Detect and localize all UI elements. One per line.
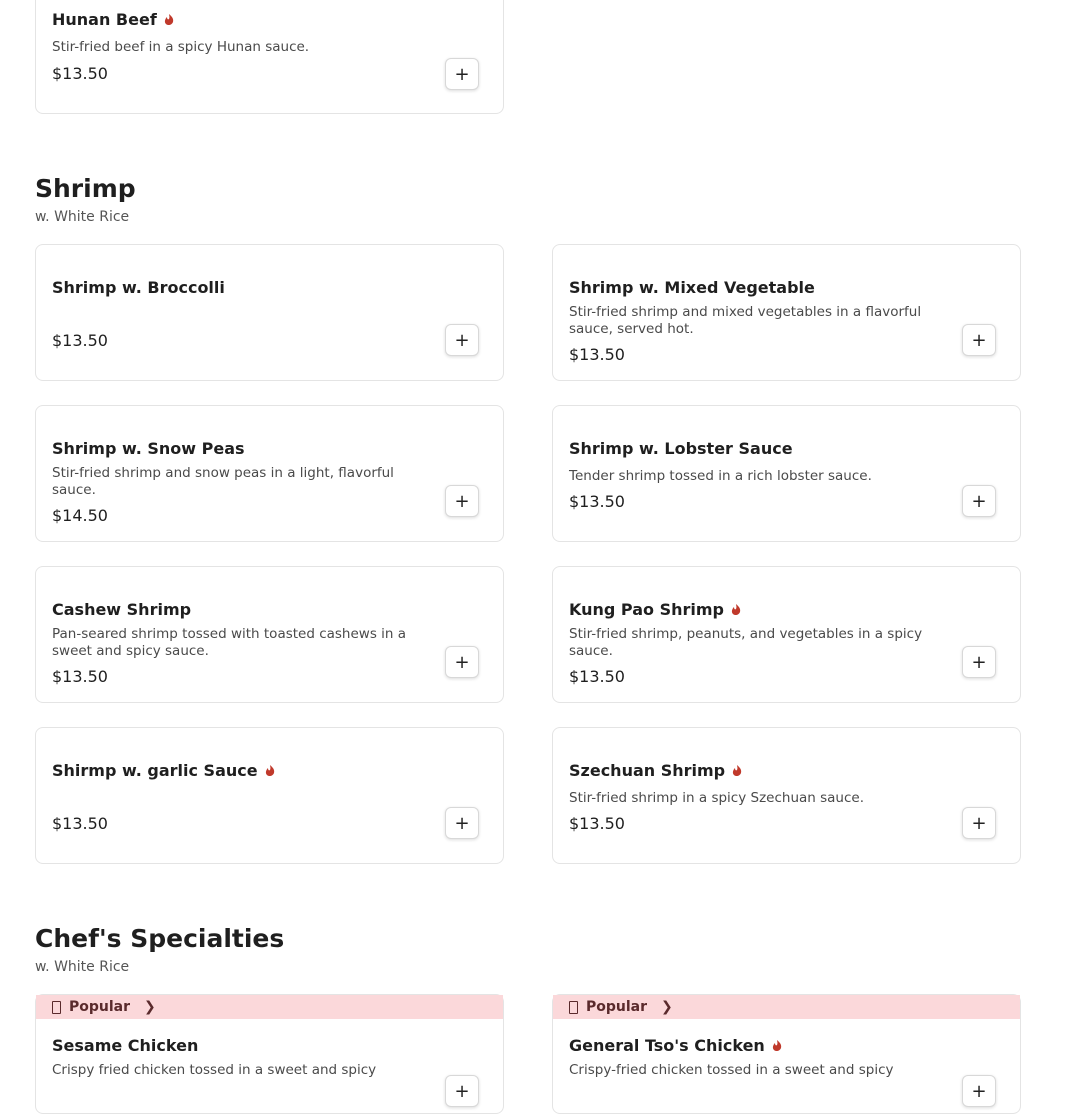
item-name-text: Hunan Beef xyxy=(52,10,157,29)
item-name-text: Shrimp w. Mixed Vegetable xyxy=(569,278,815,297)
item-price: $13.50 xyxy=(569,814,625,833)
item-description: Crispy-fried chicken tossed in a sweet and spicy xyxy=(569,1062,894,1078)
popular-label: Popular xyxy=(69,999,131,1015)
item-name xyxy=(52,600,191,619)
section-subtitle-chefs-specialties: w. White Rice xyxy=(35,959,130,975)
item-name-text: Shrimp w. Broccolli xyxy=(52,278,225,297)
item-name-text: Kung Pao Shrimp xyxy=(569,600,724,619)
add-to-cart-button[interactable]: + xyxy=(962,324,996,356)
item-description: Stir-fried beef in a spicy Hunan sauce. xyxy=(52,39,310,55)
item-description: Tender shrimp tossed in a rich lobster sauce. xyxy=(569,468,872,484)
item-description: Pan-seared shrimp tossed with toasted cashews in a sweet and spicy sauce. xyxy=(52,626,407,659)
menu-item-card[interactable] xyxy=(35,244,504,381)
item-name-text: Shrimp w. Snow Peas xyxy=(52,439,245,458)
chili-pepper-icon xyxy=(771,1039,783,1053)
chevron-right-icon: ❯ xyxy=(144,999,156,1015)
section-subtitle-shrimp: w. White Rice xyxy=(35,209,130,225)
popular-label: Popular xyxy=(586,999,648,1015)
item-price: $13.50 xyxy=(52,667,108,686)
add-to-cart-button[interactable]: + xyxy=(445,485,479,517)
item-description: Stir-fried shrimp and snow peas in a light, flavorful sauce. xyxy=(52,465,394,498)
popular-banner[interactable] xyxy=(36,995,503,1019)
menu-item-card[interactable] xyxy=(552,405,1021,542)
item-description: Stir-fried shrimp and mixed vegetables in a flavorful sauce, served hot. xyxy=(569,304,922,337)
item-name xyxy=(52,761,276,780)
menu-item-card[interactable] xyxy=(552,994,1021,1114)
add-to-cart-button[interactable]: + xyxy=(445,1075,479,1107)
item-description: Stir-fried shrimp, peanuts, and vegetables in a spicy sauce. xyxy=(569,626,923,659)
item-name-text: Shirmp w. garlic Sauce xyxy=(52,761,258,780)
add-to-cart-button[interactable]: + xyxy=(445,324,479,356)
menu-item-card[interactable] xyxy=(35,727,504,864)
item-name xyxy=(569,600,742,619)
item-description: Stir-fried shrimp in a spicy Szechuan sauce. xyxy=(569,790,865,806)
menu-item-card[interactable] xyxy=(552,566,1021,703)
item-price: $13.50 xyxy=(52,64,108,83)
item-price: $13.50 xyxy=(569,667,625,686)
item-price: $13.50 xyxy=(52,331,108,350)
add-to-cart-button[interactable]: + xyxy=(962,485,996,517)
add-to-cart-button[interactable]: + xyxy=(962,807,996,839)
menu-item-card[interactable] xyxy=(552,727,1021,864)
add-to-cart-button[interactable]: + xyxy=(445,646,479,678)
menu-item-card[interactable] xyxy=(35,994,504,1114)
popular-icon xyxy=(569,1001,578,1014)
chili-pepper-icon xyxy=(163,13,175,27)
item-price: $13.50 xyxy=(52,814,108,833)
item-name-text: Shrimp w. Lobster Sauce xyxy=(569,439,793,458)
item-name xyxy=(52,439,245,458)
chili-pepper-icon xyxy=(264,764,276,778)
item-price: $13.50 xyxy=(569,345,625,364)
section-title-chefs-specialties: Chef's Specialties xyxy=(35,924,285,953)
item-name xyxy=(569,278,815,297)
menu-item-card[interactable] xyxy=(35,0,504,114)
item-name-text: Sesame Chicken xyxy=(52,1036,199,1055)
popular-icon xyxy=(52,1001,61,1014)
item-name xyxy=(52,278,225,297)
popular-banner[interactable] xyxy=(553,995,1020,1019)
chevron-right-icon: ❯ xyxy=(661,999,673,1015)
chili-pepper-icon xyxy=(730,603,742,617)
add-to-cart-button[interactable]: + xyxy=(962,1075,996,1107)
item-name xyxy=(52,10,175,29)
add-to-cart-button[interactable]: + xyxy=(445,807,479,839)
item-name-text: Szechuan Shrimp xyxy=(569,761,726,780)
item-name-text: Cashew Shrimp xyxy=(52,600,192,619)
item-description: Crispy fried chicken tossed in a sweet and spicy xyxy=(52,1062,377,1078)
item-name xyxy=(52,1036,198,1055)
item-name xyxy=(569,1036,783,1055)
menu-item-card[interactable] xyxy=(35,405,504,542)
item-name xyxy=(569,439,793,458)
menu-item-card[interactable] xyxy=(35,566,504,703)
item-name xyxy=(569,761,743,780)
add-to-cart-button[interactable]: + xyxy=(962,646,996,678)
add-to-cart-button[interactable]: + xyxy=(445,58,479,90)
item-price: $14.50 xyxy=(52,506,108,525)
item-price: $13.50 xyxy=(569,492,625,511)
section-title-shrimp: Shrimp xyxy=(35,174,136,203)
item-name-text: General Tso's Chicken xyxy=(569,1036,765,1055)
menu-item-card[interactable] xyxy=(552,244,1021,381)
chili-pepper-icon xyxy=(731,764,743,778)
